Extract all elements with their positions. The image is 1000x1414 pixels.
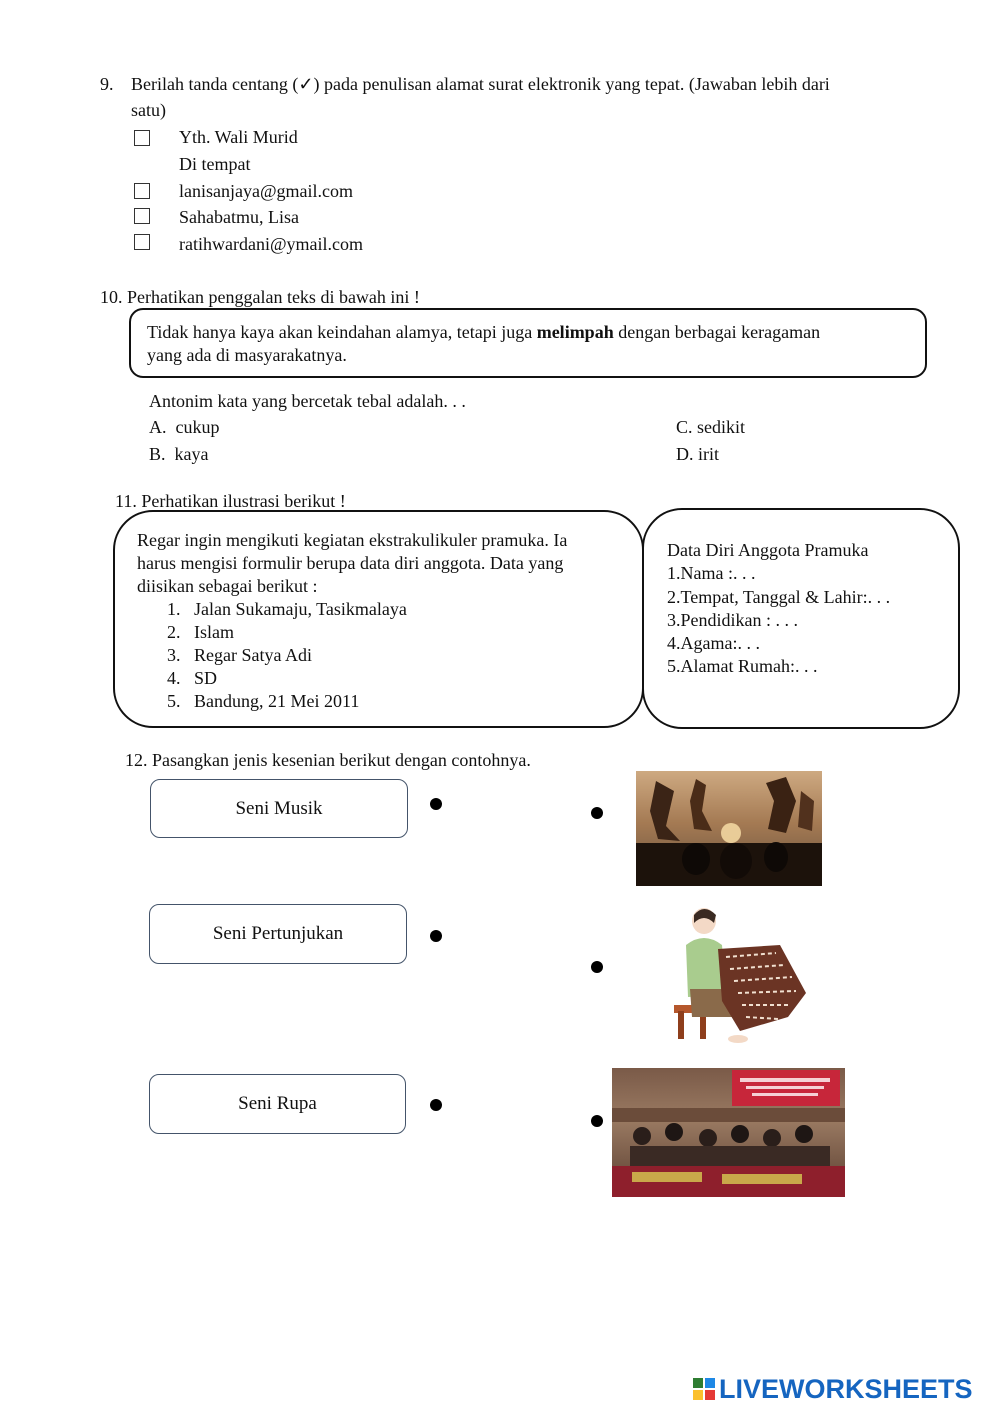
q11-form-field-3[interactable]: 3.Pendidikan : . . . bbox=[667, 610, 798, 630]
q10-option-d-letter: D. bbox=[676, 444, 694, 464]
q10-option-d[interactable] bbox=[676, 443, 719, 465]
q11-data-item-2-text: Islam bbox=[194, 622, 234, 642]
q11-data-item-2 bbox=[167, 621, 234, 643]
q12-right-dot-2[interactable] bbox=[591, 961, 603, 973]
q10-passage-after: dengan berbagai keragaman bbox=[613, 322, 821, 342]
q10-passage-box bbox=[129, 308, 927, 378]
gamelan-icon bbox=[612, 1068, 845, 1197]
q9-option-2-label: lanisanjaya@gmail.com bbox=[179, 181, 354, 201]
q11-data-item-1-text: Jalan Sukamaju, Tasikmalaya bbox=[194, 599, 407, 619]
liveworksheets-logo-icon bbox=[693, 1378, 717, 1402]
q11-data-item-1 bbox=[167, 598, 407, 620]
q12-left-dot-2[interactable] bbox=[430, 930, 442, 942]
q12-right-dot-3[interactable] bbox=[591, 1115, 603, 1127]
q9-question-line2: satu) bbox=[131, 100, 166, 120]
q10-question: 10. Perhatikan penggalan teks di bawah ini ! bbox=[100, 287, 420, 307]
batik-artisan-image bbox=[668, 905, 810, 1048]
q10-passage-line2: yang ada di masyarakatnya. bbox=[147, 345, 347, 365]
q12-left-dot-1[interactable] bbox=[430, 798, 442, 810]
q10-option-b-text: kaya bbox=[174, 444, 209, 464]
q10-prompt: Antonim kata yang bercetak tebal adalah. . . bbox=[149, 391, 466, 411]
q11-data-item-5-text: Bandung, 21 Mei 2011 bbox=[194, 691, 360, 711]
q10-option-a[interactable] bbox=[149, 416, 220, 438]
q11-data-item-3 bbox=[167, 644, 312, 666]
q11-data-item-4-number: 4. bbox=[167, 668, 181, 688]
q9-option-4-label: ratihwardani@ymail.com bbox=[179, 234, 364, 254]
q9-option-3-label: Sahabatmu, Lisa bbox=[179, 207, 299, 227]
q11-data-item-1-number: 1. bbox=[167, 599, 181, 619]
q11-data-item-4 bbox=[167, 667, 217, 689]
q9-option-1-checkbox[interactable] bbox=[134, 130, 150, 146]
q10-option-c-text: sedikit bbox=[697, 417, 746, 437]
q11-question: 11. Perhatikan ilustrasi berikut ! bbox=[115, 491, 346, 511]
q9-number: 9. bbox=[100, 74, 114, 94]
q10-bold-word: melimpah bbox=[536, 322, 614, 342]
q12-left-dot-3[interactable] bbox=[430, 1099, 442, 1111]
q11-story-line2: harus mengisi formulir berupa data diri anggota. Data yang bbox=[137, 553, 564, 573]
q10-option-c-letter: C. bbox=[676, 417, 693, 437]
q10-passage-line1 bbox=[147, 321, 820, 343]
q11-story-line1: Regar ingin mengikuti kegiatan ekstrakulikuler pramuka. Ia bbox=[137, 530, 568, 550]
logo-square-yellow bbox=[693, 1390, 703, 1400]
q11-data-item-3-text: Regar Satya Adi bbox=[194, 645, 312, 665]
q10-option-a-letter: A. bbox=[149, 417, 167, 437]
q9-option-1-sub: Di tempat bbox=[179, 154, 251, 174]
q9-question-line1: Berilah tanda centang (✓) pada penulisan alamat surat elektronik yang tepat. (Jawaban lebih dari bbox=[131, 74, 830, 94]
q12-question: 12. Pasangkan jenis kesenian berikut dengan contohnya. bbox=[125, 750, 531, 770]
q10-option-a-text: cukup bbox=[175, 417, 220, 437]
q12-item-seni-rupa[interactable]: Seni Rupa bbox=[149, 1074, 406, 1134]
q10-option-d-text: irit bbox=[698, 444, 719, 464]
q11-data-item-4-text: SD bbox=[194, 668, 218, 688]
q10-option-b-letter: B. bbox=[149, 444, 166, 464]
q9-option-2-checkbox[interactable] bbox=[134, 183, 150, 199]
q10-passage-before: Tidak hanya kaya akan keindahan alamya, tetapi juga bbox=[147, 322, 537, 342]
logo-square-red bbox=[705, 1390, 715, 1400]
liveworksheets-logo: LIVEWORKSHEETS bbox=[719, 1374, 973, 1404]
gamelan-group-image bbox=[612, 1068, 845, 1197]
q9-option-3-checkbox[interactable] bbox=[134, 208, 150, 224]
q11-form-title: Data Diri Anggota Pramuka bbox=[667, 540, 869, 560]
q10-option-b[interactable] bbox=[149, 443, 209, 465]
logo-square-blue bbox=[705, 1378, 715, 1388]
wayang-performance-image bbox=[636, 771, 822, 886]
q11-form-field-2[interactable]: 2.Tempat, Tanggal & Lahir:. . . bbox=[667, 587, 891, 607]
q11-data-item-2-number: 2. bbox=[167, 622, 181, 642]
q11-form-field-1[interactable]: 1.Nama :. . . bbox=[667, 563, 756, 583]
q11-data-item-3-number: 3. bbox=[167, 645, 181, 665]
q11-data-item-5 bbox=[167, 690, 359, 712]
q9-option-4-checkbox[interactable] bbox=[134, 234, 150, 250]
q11-form-field-5[interactable]: 5.Alamat Rumah:. . . bbox=[667, 656, 818, 676]
wayang-icon bbox=[636, 771, 822, 886]
q9-option-1-label: Yth. Wali Murid bbox=[179, 127, 298, 147]
logo-square-green bbox=[693, 1378, 703, 1388]
q11-form-field-4[interactable]: 4.Agama:. . . bbox=[667, 633, 760, 653]
q10-option-c[interactable] bbox=[676, 416, 745, 438]
q12-item-seni-pertunjukan[interactable]: Seni Pertunjukan bbox=[149, 904, 407, 964]
q12-right-dot-1[interactable] bbox=[591, 807, 603, 819]
q12-item-seni-musik[interactable]: Seni Musik bbox=[150, 779, 408, 838]
q11-data-item-5-number: 5. bbox=[167, 691, 181, 711]
q11-story-line3: diisikan sebagai berikut : bbox=[137, 576, 318, 596]
batik-icon bbox=[668, 905, 810, 1048]
